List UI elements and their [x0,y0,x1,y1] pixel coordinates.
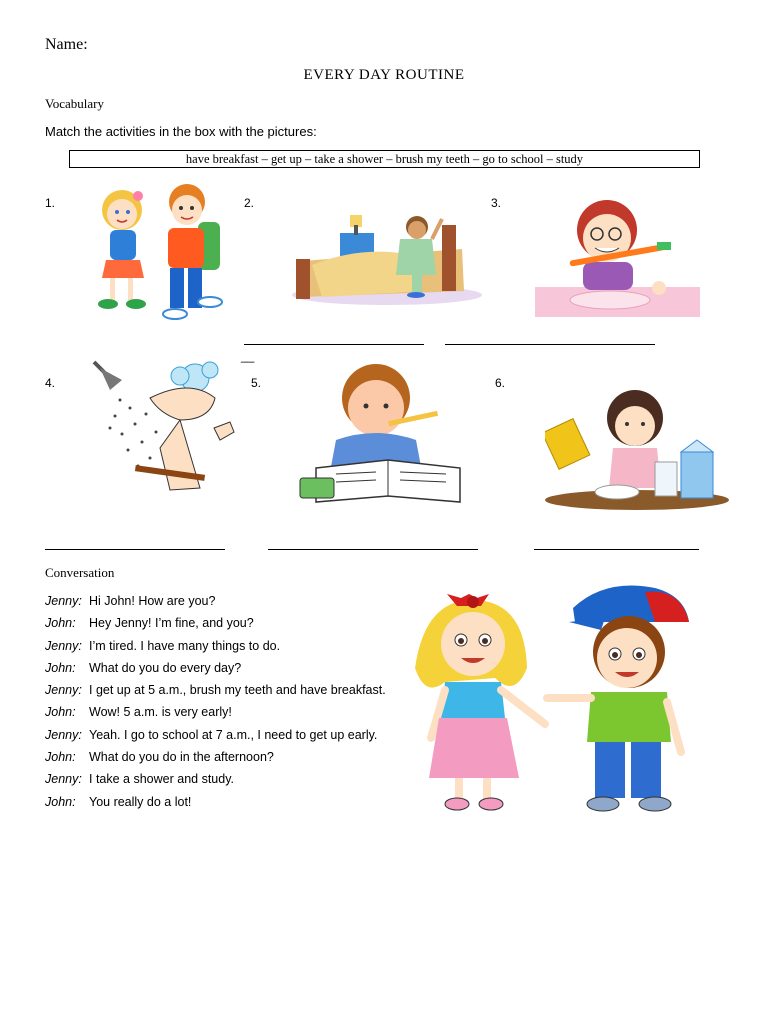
speaker: John: [45,794,76,809]
answer-blank-6[interactable] [534,549,699,550]
boy-studying-book-icon [296,360,481,510]
line-text: You really do a lot! [89,794,192,809]
item-number-6: 6. [495,376,506,390]
line-text: What do you do every day? [89,660,242,675]
man-taking-shower-icon [80,358,240,503]
boy-waking-up-in-bed-icon [292,205,482,305]
vocabulary-instruction: Match the activities in the box with the pictures: [45,124,317,139]
speaker: John: [45,705,76,720]
answer-blank-4[interactable] [45,549,225,550]
line-text: I get up at 5 a.m., brush my teeth and have breakfast. [89,683,386,698]
speaker: John: [45,750,76,765]
dialogue-line [45,768,395,790]
answer-blank-3[interactable] [445,344,655,345]
dialogue-line [45,635,395,657]
dialogue-line [45,679,395,701]
speaker: Jenny: [45,683,82,698]
line-text: What do you do in the afternoon? [89,750,274,765]
line-text: I’m tired. I have many things to do. [89,638,281,653]
speaker: John: [45,660,76,675]
word-box: have breakfast – get up – take a shower – brush my teeth – go to school – study [69,150,700,168]
conversation-heading: Conversation [45,565,115,580]
dialogue-line [45,701,395,723]
dialogue-line [45,724,395,746]
girl-brushing-teeth-icon [535,192,700,317]
kids-walking-to-school-icon [80,180,235,325]
item-number-4: 4. [45,376,56,390]
line-text: Yeah. I go to school at 7 a.m., I need to get up early. [89,727,378,742]
speaker: Jenny: [45,638,82,653]
answer-blank-2[interactable] [244,344,424,345]
line-text: Hi John! How are you? [89,594,216,608]
line-text: I take a shower and study. [89,772,234,787]
girl-having-breakfast-icon [545,388,730,516]
dialogue-line [45,657,395,679]
item-number-1: 1. [45,196,56,210]
line-text: Wow! 5 a.m. is very early! [89,705,232,720]
item-number-5: 5. [251,376,262,390]
dialogue-line [45,791,395,813]
vocabulary-heading: Vocabulary [45,96,104,111]
item-number-3: 3. [491,196,502,210]
item-number-2: 2. [244,196,255,210]
speaker: Jenny: [45,594,82,608]
line-text: Hey Jenny! I’m fine, and you? [89,616,254,631]
answer-blank-5[interactable] [268,549,478,550]
speaker: John: [45,616,76,631]
speaker: Jenny: [45,727,82,742]
jenny-and-john-talking-icon [405,578,705,823]
dialogue [45,590,395,813]
speaker: Jenny: [45,772,82,787]
dialogue-line [45,612,395,634]
name-label: Name: [45,36,88,53]
page-title: EVERY DAY ROUTINE [303,67,465,83]
dialogue-line [45,590,395,612]
stray-mark: __ [241,349,255,363]
dialogue-line [45,746,395,768]
